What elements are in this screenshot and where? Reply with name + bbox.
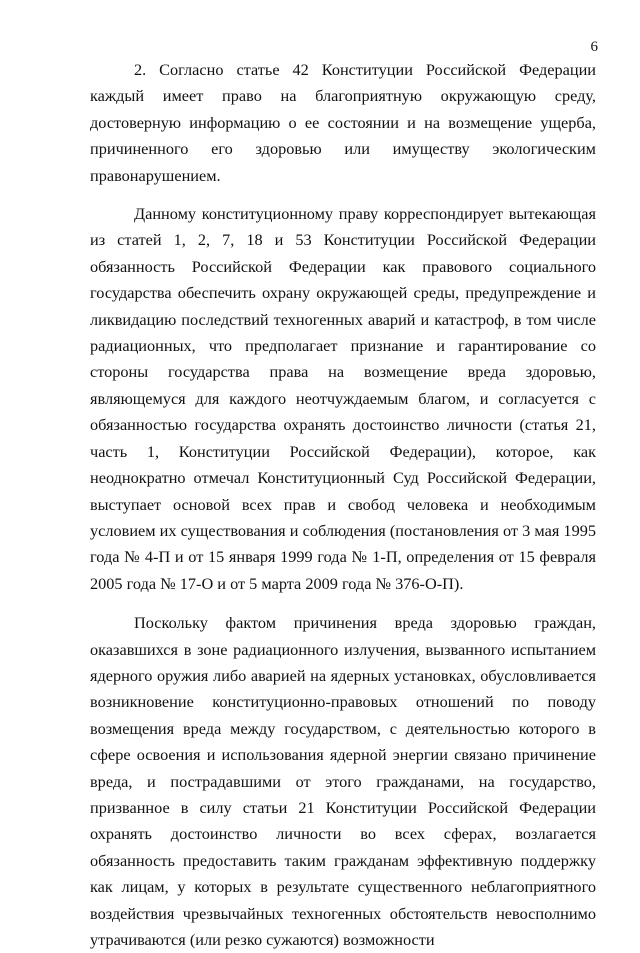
- paragraph-constitutional-right: Данному конституционному праву корреспондирует вытекающая из статей 1, 2, 7, 18 и 53 Конституции Российской Федерации обязанность Российской Федерации как правового социального государства обеспечить охрану окружающей среды, предупреждение и ликвидацию последствий техногенных аварий и катастроф, в том числе радиационных, что предполагает признание и гарантирование со стороны государства права на возмещение вреда здоровью, являющемуся для каждого неотчуждаемым благом, и согласуется с обязанностью государства охранять достоинство личности (статья 21, часть 1, Конституции Российской Федерации), которое, как неоднократно отмечал Конституционный Суд Российской Федерации, выступает основой всех прав и свобод человека и необходимым условием их существования и соблюдения (постановления от 3 мая 1995 года № 4-П и от 15 января 1999 года № 1-П, определения от 15 февраля 2005 года № 17-О и от 5 марта 2009 года № 376-О-П).: [90, 204, 596, 593]
- paragraph-radiation-damage: Поскольку фактом причинения вреда здоровью граждан, оказавшихся в зоне радиационного излучения, вызванного испытанием ядерного оружия либо аварией на ядерных установках, обусловливается возникновение конституционно-правовых отношений по поводу возмещения вреда между государством, с деятельностью которого в сфере освоения и использования ядерной энергии связано причинение вреда, и пострадавшими от этого гражданами, на государство, призванное в силу статьи 21 Конституции Российской Федерации охранять достоинство личности во всех сферах, возлагается обязанность предоставить таким гражданам эффективную поддержку как лицам, у которых в результате существенного неблагоприятного воздействия чрезвычайных техногенных обстоятельств невосполнимо утрачиваются (или резко сужаются) возможности: [90, 613, 596, 949]
- page-number: 6: [590, 39, 598, 55]
- paragraph-article-42: 2. Согласно статье 42 Конституции Российской Федерации каждый имеет право на благоприятную окружающую среду, достоверную информацию о ее состоянии и на возмещение ущерба, причиненного его здоровью или имуществу экологическим правонарушением.: [90, 60, 596, 185]
- document-body: [90, 57, 596, 953]
